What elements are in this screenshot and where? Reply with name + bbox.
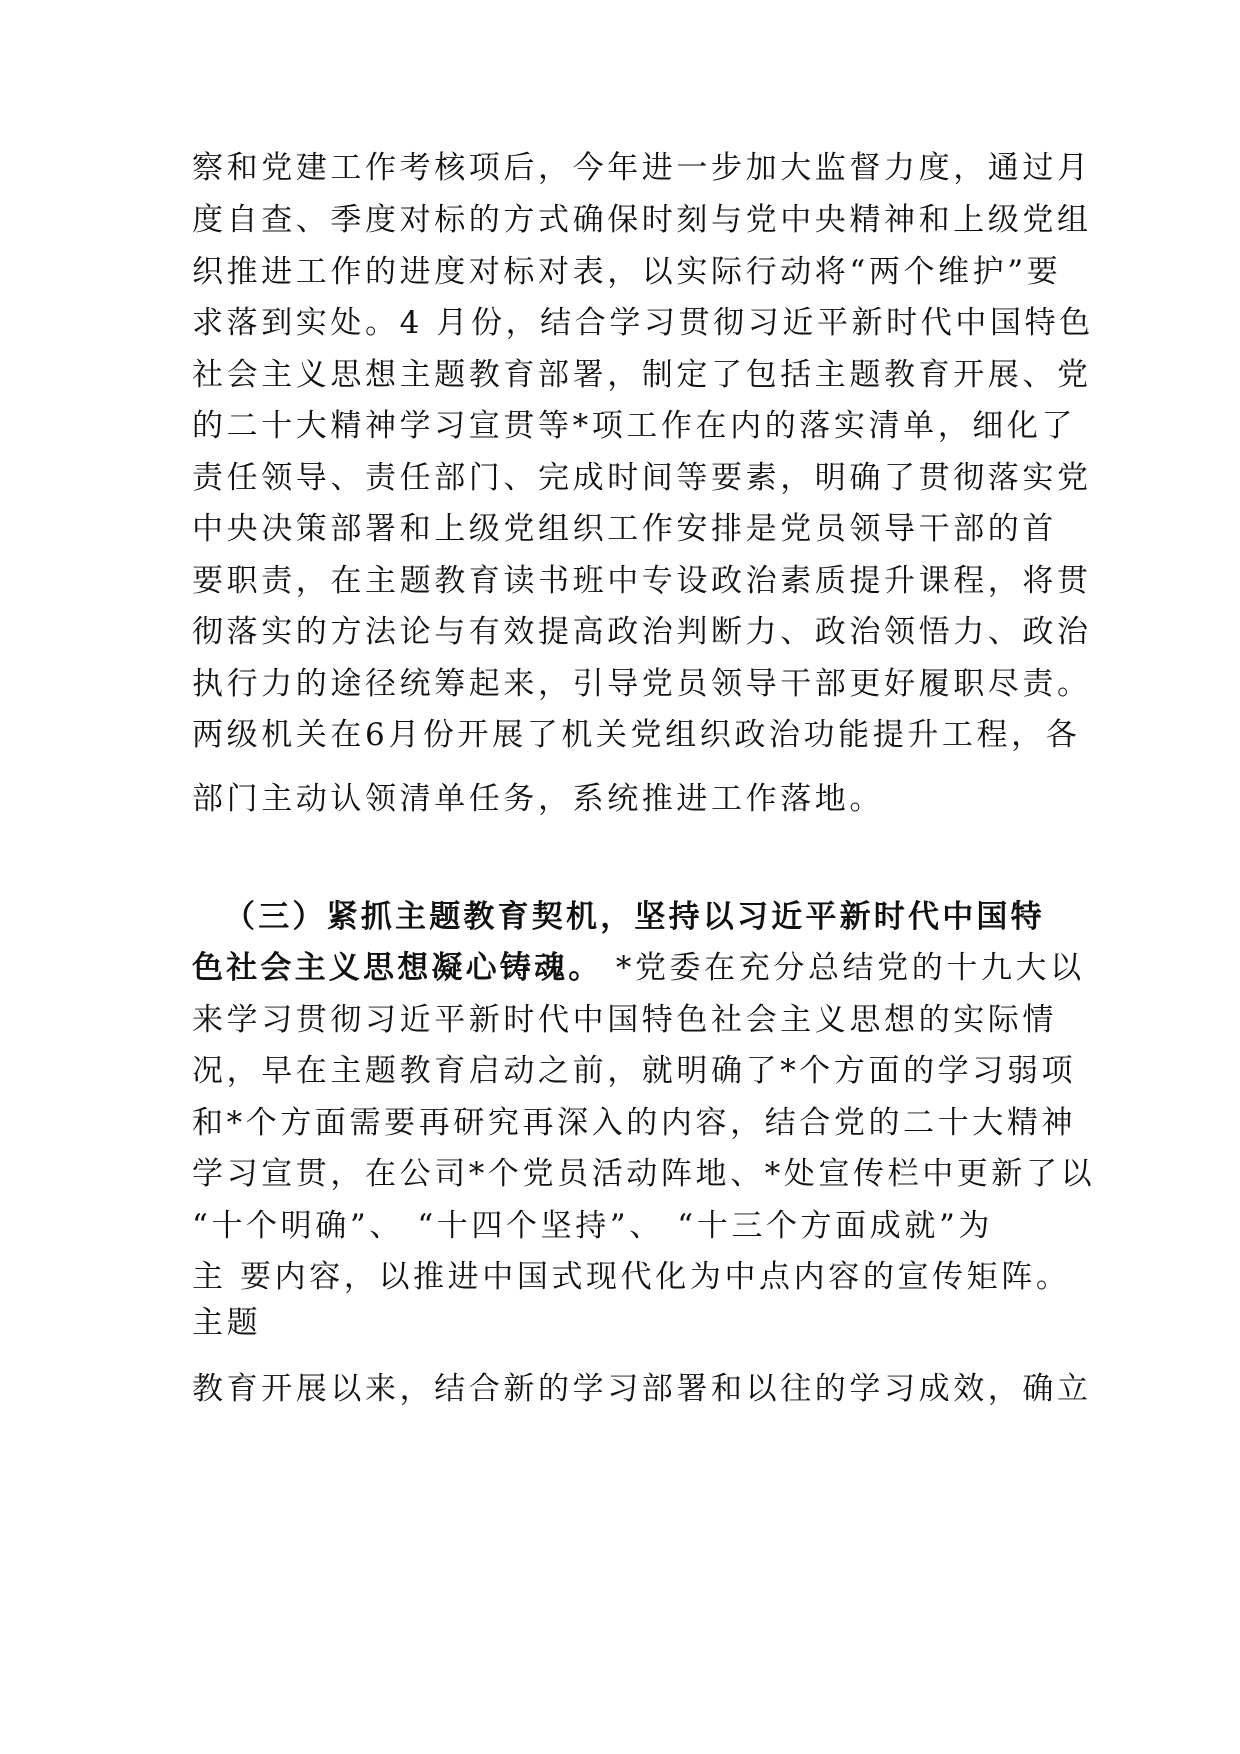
paragraph-line: 来学习贯彻习近平新时代中国特色社会主义思想的实际情	[192, 1002, 1057, 1038]
paragraph-line: 社会主义思想主题教育部署，制定了包括主题教育开展、党	[192, 357, 1092, 393]
section-heading-line2	[192, 948, 1085, 988]
paragraph-line: 况，早在主题教育启动之前，就明确了*个方面的学习弱项	[192, 1053, 1077, 1089]
section-heading: （三）紧抓主题教育契机，坚持以习近平新时代中国特	[224, 899, 1045, 935]
paragraph-line: 学习宣贯，在公司*个党员活动阵地、*处宣传栏中更新了以	[192, 1156, 1096, 1192]
paragraph-line: 部门主动认领清单任务，系统推进工作落地。	[192, 781, 884, 817]
section-heading-bold: 色社会主义思想凝心铸魂。	[192, 950, 603, 986]
paragraph-line: 两级机关在6月份开展了机关党组织政治功能提升工程，各	[192, 717, 1081, 753]
paragraph-line: 织推进工作的进度对标对表，以实际行动将“两个维护”要	[192, 254, 1062, 290]
paragraph-line: 度自查、季度对标的方式确保时刻与党中央精神和上级党组	[192, 202, 1092, 238]
paragraph-line: 执行力的途径统筹起来，引导党员领导干部更好履职尽责。	[192, 666, 1092, 702]
paragraph-line: “十个明确”、 “十四个坚持”、 “十三个方面成就”为	[192, 1208, 993, 1244]
paragraph-line: 和*个方面需要再研究再深入的内容，结合党的二十大精神	[192, 1105, 1077, 1141]
paragraph-line: 彻落实的方法论与有效提高政治判断力、政治领悟力、政治	[192, 614, 1092, 650]
paragraph-line: 的二十大精神学习宣贯等*项工作在内的落实清单，细化了	[192, 408, 1077, 444]
paragraph-line: 察和党建工作考核项后，今年进一步加大监督力度，通过月	[192, 150, 1092, 186]
paragraph-line: 责任领导、责任部门、完成时间等要素，明确了贯彻落实党	[192, 460, 1092, 496]
paragraph-line: 要职责，在主题教育读书班中专设政治素质提升课程，将贯	[192, 563, 1092, 599]
section-body-text: *党委在充分总结党的十九大以	[602, 950, 1085, 986]
paragraph-line: 求落到实处。4 月份，结合学习贯彻习近平新时代中国特色	[192, 305, 1094, 341]
paragraph-line: 中央决策部署和上级党组织工作安排是党员领导干部的首	[192, 511, 1057, 547]
paragraph-line: 主 要内容，以推进中国式现代化为中点内容的宣传矩阵。	[192, 1259, 1071, 1295]
paragraph-line: 主题	[192, 1305, 262, 1341]
paragraph-line: 教育开展以来，结合新的学习部署和以往的学习成效，确立	[192, 1371, 1092, 1407]
